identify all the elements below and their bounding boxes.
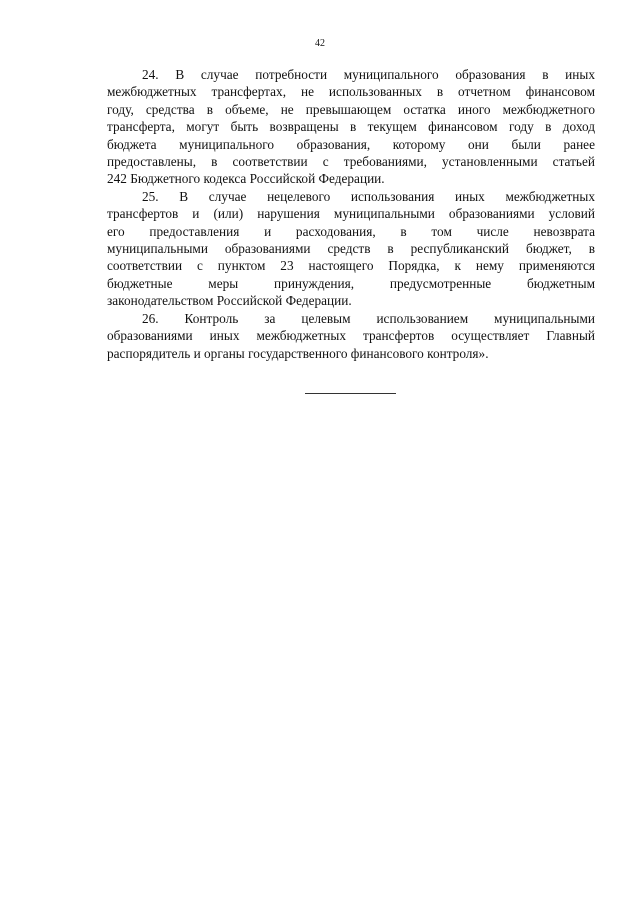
text-line: году, средства в объеме, не превышающем остатка иного межбюджетного [107,101,595,117]
text-line: законодательством Российской Федерации. [107,293,352,309]
text-line: предоставлены, в соответствии с требованиями, установленными статьей [107,154,595,170]
text-line: муниципальными образованиями средств в республиканский бюджет, в [107,241,595,257]
text-line: 26. Контроль за целевым использованием муниципальными [142,310,595,326]
text-line: трансферта, могут быть возвращены в текущем финансовом году в доход [107,119,595,135]
text-line: его предоставления и расходования, в том числе невозврата [107,223,595,239]
page-number: 42 [315,38,325,49]
paragraph-24 [107,66,595,188]
separator-line [305,393,396,394]
text-line: распорядитель и органы государственного финансового контроля». [107,345,489,361]
document-body [107,66,595,362]
text-line: образованиями иных межбюджетных трансфертов осуществляет Главный [107,328,595,344]
paragraph-26 [107,310,595,362]
text-line: бюджета муниципального образования, которому они были ранее [107,136,595,152]
text-line: соответствии с пунктом 23 настоящего Порядка, к нему применяются [107,258,595,274]
text-line: 24. В случае потребности муниципального образования в иных [142,67,595,82]
paragraph-25 [107,188,595,310]
text-line: 242 Бюджетного кодекса Российской Федерации. [107,171,385,187]
text-line: трансфертов и (или) нарушения муниципальными образованиями условий [107,206,595,222]
text-line: бюджетные меры принуждения, предусмотренные бюджетным [107,275,595,291]
text-line: 25. В случае нецелевого использования иных межбюджетных [142,188,595,204]
text-line: межбюджетных трансфертах, не использованных в отчетном финансовом [107,84,595,100]
